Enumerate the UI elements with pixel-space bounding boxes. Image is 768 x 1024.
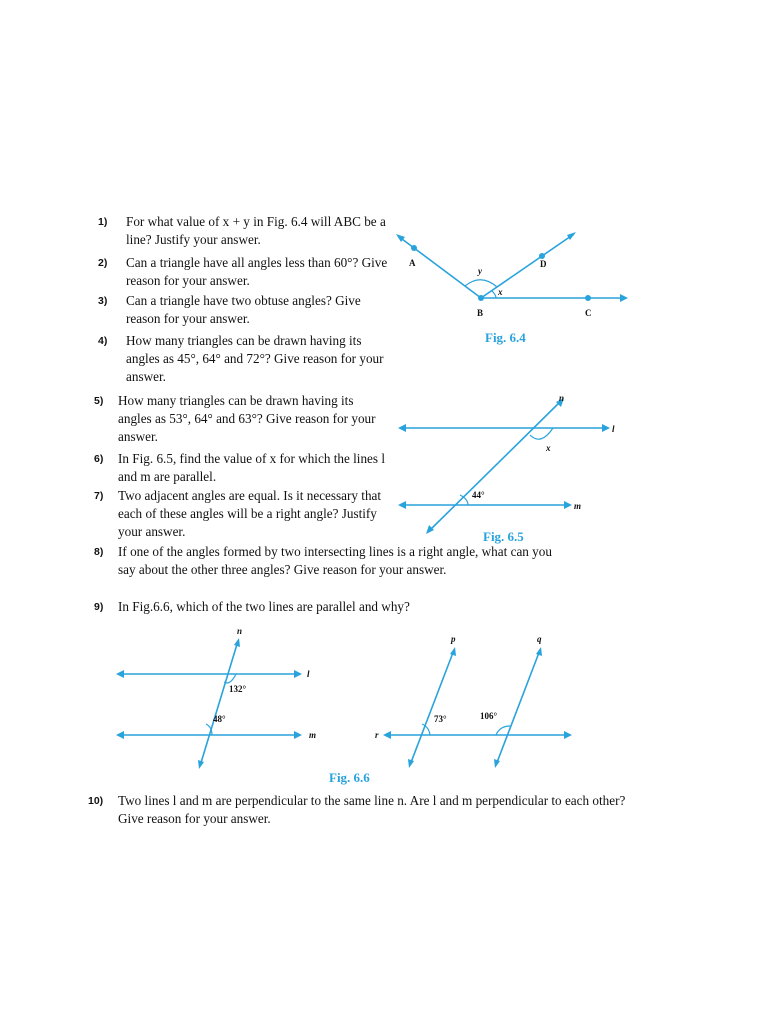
- question-number: 10): [88, 795, 104, 807]
- label-x: x: [498, 287, 503, 297]
- line-p: [410, 650, 454, 765]
- arrowhead-q-top: [536, 647, 542, 656]
- label-n: n: [237, 626, 243, 636]
- question-text: How many triangles can be drawn having its angles as 53°, 64° and 63°? Give reason for your answer.: [118, 393, 376, 444]
- question-number: 6): [94, 453, 104, 465]
- label-73: 73°: [434, 714, 447, 724]
- question-text: Two lines l and m are perpendicular to the same line n. Are l and m perpendicular to each other? Give reason for your answer.: [118, 793, 626, 826]
- question-number: 2): [98, 257, 108, 269]
- arrowhead-p-bottom: [408, 759, 414, 768]
- figure-6-4-caption: Fig. 6.4: [485, 330, 526, 345]
- question-number: 1): [98, 216, 108, 228]
- figure-6-6-caption: Fig. 6.6: [329, 770, 370, 785]
- arrowhead-n-bottom: [198, 760, 204, 769]
- question-number: 3): [98, 295, 108, 307]
- question-text: For what value of x + y in Fig. 6.4 will ABC be a line? Justify your answer.: [126, 214, 386, 247]
- label-l: l: [612, 424, 615, 434]
- arrowhead-q-bottom: [494, 759, 500, 768]
- label-q: q: [537, 634, 542, 644]
- arrowhead-l-left: [116, 670, 124, 678]
- label-p: p: [451, 634, 456, 644]
- arrowhead-m-right: [294, 731, 302, 739]
- label-a: A: [409, 258, 416, 268]
- label-l: l: [307, 669, 310, 679]
- question-text: Can a triangle have two obtuse angles? Give reason for your answer.: [126, 293, 361, 326]
- label-m: m: [574, 501, 582, 511]
- label-c: C: [585, 308, 592, 318]
- question-number: 9): [94, 601, 104, 613]
- question-text: In Fig. 6.5, find the value of x for which the lines l and m are parallel.: [118, 451, 385, 484]
- label-n: n: [559, 393, 565, 403]
- arrowhead-n-top: [234, 638, 240, 647]
- label-r: r: [375, 730, 379, 740]
- arrowhead-l-right: [294, 670, 302, 678]
- arrowhead-r-right: [564, 731, 572, 739]
- question-number: 8): [94, 546, 104, 558]
- question-text: How many triangles can be drawn having its angles as 45°, 64° and 72°? Give reason for your answer.: [126, 333, 384, 384]
- label-d: D: [540, 259, 547, 269]
- arrowhead-p-top: [450, 647, 456, 656]
- label-b: B: [477, 308, 484, 318]
- question-text: Two adjacent angles are equal. Is it necessary that each of these angles will be a right angle? Justify your answer.: [118, 488, 382, 539]
- question-number: 7): [94, 490, 104, 502]
- line-q: [496, 650, 540, 765]
- question-text: In Fig.6.6, which of the two lines are parallel and why?: [118, 599, 410, 614]
- line-n: [200, 641, 238, 766]
- label-y: y: [478, 266, 482, 276]
- label-48: 48°: [213, 714, 226, 724]
- label-106: 106°: [480, 711, 498, 721]
- angle-arc-48: [206, 724, 212, 735]
- arrowhead-r-left: [383, 731, 391, 739]
- question-number: 5): [94, 395, 104, 407]
- question-text: If one of the angles formed by two intersecting lines is a right angle, what can you say about the other three angles? Give reason for your answer.: [118, 544, 552, 577]
- arrowhead-m-left: [116, 731, 124, 739]
- label-44: 44°: [472, 490, 485, 500]
- label-x: x: [546, 443, 551, 453]
- question-number: 4): [98, 335, 108, 347]
- label-m: m: [309, 730, 317, 740]
- figure-6-5-caption: Fig. 6.5: [483, 529, 524, 544]
- label-132: 132°: [229, 684, 247, 694]
- question-text: Can a triangle have all angles less than 60°? Give reason for your answer.: [126, 255, 388, 288]
